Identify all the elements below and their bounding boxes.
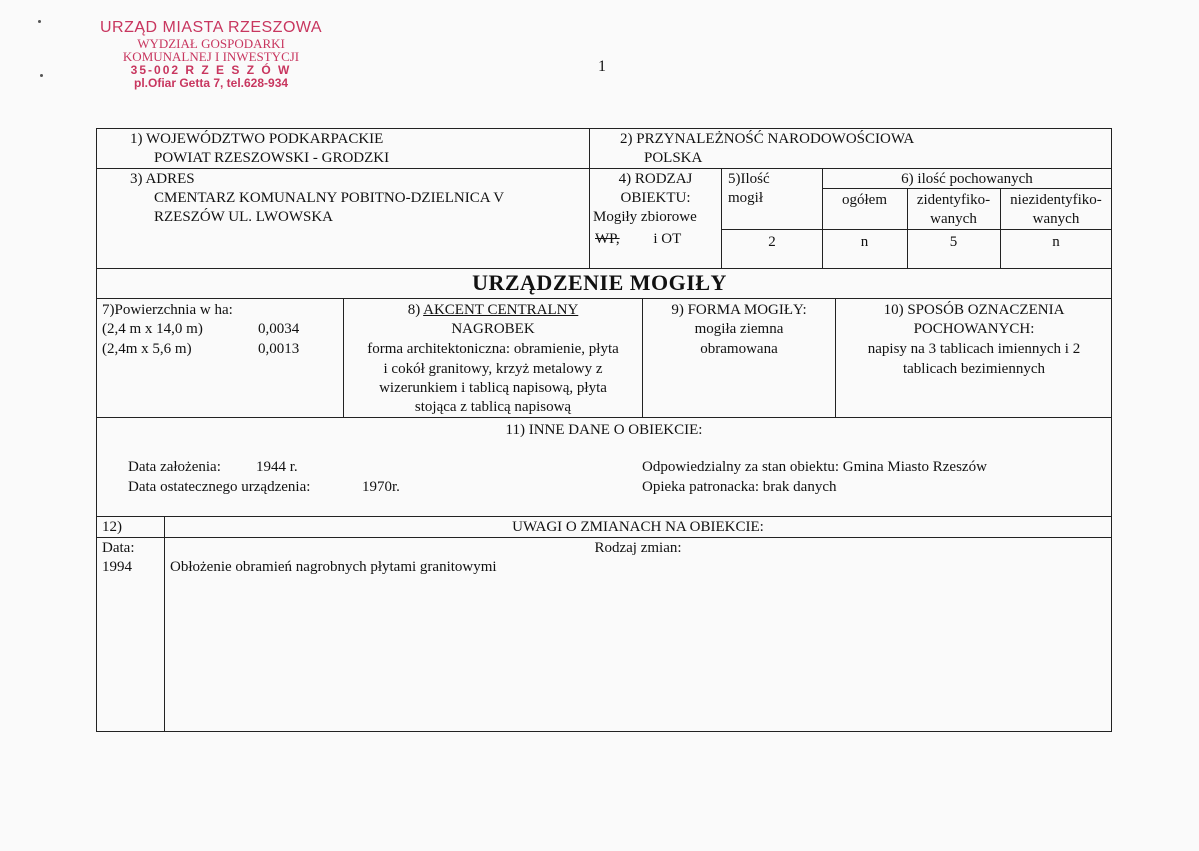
stamp-line-2: WYDZIAŁ GOSPODARKI (137, 35, 285, 51)
section-2 (620, 130, 914, 148)
rule (96, 168, 1112, 169)
changes-title: UWAGI O ZMIANACH NA OBIEKCIE: (512, 519, 764, 535)
section-3-number: 3) (130, 171, 143, 187)
rule (96, 417, 1112, 418)
buried-identified-label-2: wanych (930, 211, 977, 227)
rule (822, 188, 1112, 189)
grave-form-label: 9) FORMA MOGIŁY: (671, 302, 807, 318)
buried-total-value: n (860, 234, 869, 250)
nationality-label: PRZYNALEŻNOŚĆ NARODOWOŚCIOWA (636, 131, 915, 147)
object-type-extra (595, 230, 681, 248)
rule (96, 298, 1112, 299)
rule (96, 128, 1112, 129)
struck-out-text: WP, (595, 231, 620, 247)
section-1 (130, 130, 383, 148)
grave-form-value-2: obramowana (700, 341, 778, 357)
area-row-2-dimensions: (2,4m x 5,6 m) (102, 341, 192, 357)
voivodeship: WOJEWÓDZTWO PODKARPACKIE (145, 131, 384, 147)
section-1-number: 1) (130, 131, 143, 147)
tombstone-description-2: i cokół granitowy, krzyż metalowy z (383, 361, 603, 377)
rule (96, 268, 1112, 269)
buried-unidentified-label: niezidentyfiko- (1010, 192, 1102, 208)
rule (96, 516, 1112, 517)
patronage: Opieka patronacka: brak danych (642, 479, 837, 495)
marking-method-label: 10) SPOSÓB OZNACZENIA (883, 302, 1065, 318)
address-label: ADRES (145, 171, 195, 187)
stamp-line-5: pl.Ofiar Getta 7, tel.628-934 (133, 75, 289, 90)
tombstone-description-4: stojąca z tablicą napisową (414, 399, 572, 415)
scan-speck (38, 20, 41, 23)
buried-count-header: 6) ilość pochowanych (901, 171, 1033, 187)
responsible-party: Odpowiedzialny za stan obiektu: Gmina Miasto Rzeszów (642, 459, 987, 475)
central-accent-label: AKCENT CENTRALNY (423, 302, 579, 318)
section-3 (130, 170, 195, 188)
address-line-1: CMENTARZ KOMUNALNY POBITNO-DZIELNICA V (154, 190, 505, 206)
object-type-value: Mogiły zbiorowe (593, 209, 697, 225)
grave-arrangement-heading: URZĄDZENIE MOGIŁY (472, 270, 727, 295)
buried-unidentified-label-2: wanych (1032, 211, 1080, 227)
changes-type-label: Rodzaj zmian: (594, 540, 682, 556)
change-date: 1994 (102, 559, 132, 575)
other-data-title: 11) INNE DANE O OBIEKCIE: (505, 422, 703, 438)
area-row-1-dimensions: (2,4 m x 14,0 m) (102, 321, 203, 337)
area-row-1-value: 0,0034 (258, 321, 300, 337)
buried-total-label: ogółem (842, 192, 887, 208)
grave-form-value-1: mogiła ziemna (694, 321, 784, 337)
changes-date-label: Data: (102, 540, 135, 556)
tombstone-description-3: wizerunkiem i tablicą napisową, płyta (379, 380, 607, 396)
address-line-2: RZESZÓW UL. LWOWSKA (154, 209, 334, 225)
section-8-number: 8) (407, 302, 421, 318)
office-stamp (100, 20, 322, 89)
stamp-line-3: KOMUNALNEJ I INWESTYCJI (122, 49, 300, 65)
tombstone-label: NAGROBEK (451, 321, 535, 337)
marking-method-label-2: POCHOWANYCH: (913, 321, 1035, 337)
marking-method-value-2: tablicach bezimiennych (902, 361, 1046, 377)
buried-unidentified-value: n (1052, 234, 1060, 250)
stamp-line-1: URZĄD MIASTA RZESZOWA (100, 19, 323, 36)
area-label: 7)Powierzchnia w ha: (102, 302, 233, 318)
final-arrangement-label: Data ostatecznego urządzenia: (128, 479, 311, 495)
founded-value: 1944 r. (256, 459, 298, 475)
object-type-label: 4) RODZAJ (618, 171, 693, 187)
scan-speck (40, 74, 43, 77)
rule (721, 168, 722, 268)
nationality-value: POLSKA (644, 150, 703, 166)
page-number: 1 (598, 58, 606, 75)
central-accent-title (344, 301, 642, 319)
final-arrangement-value: 1970r. (362, 479, 400, 495)
tombstone-description-1: forma architektoniczna: obramienie, płyta (367, 341, 619, 357)
buried-identified-value: 5 (949, 234, 958, 250)
district: POWIAT RZESZOWSKI - GRODZKI (154, 150, 390, 166)
stamp-line-4: 35-002 R Z E S Z Ó W (130, 63, 292, 78)
graves-count-value: 2 (768, 234, 776, 250)
object-type-label-2: OBIEKTU: (620, 190, 691, 206)
rule (96, 537, 1112, 538)
section-12-number: 12) (102, 519, 122, 535)
change-description: Obłożenie obramień nagrobnych płytami granitowymi (170, 559, 497, 575)
rule (721, 229, 1112, 230)
area-row-2-value: 0,0013 (258, 341, 300, 357)
buried-identified-label: zidentyfiko- (916, 192, 991, 208)
founded-label: Data założenia: (128, 459, 221, 475)
object-type-extra-value: i OT (653, 231, 682, 247)
marking-method-value-1: napisy na 3 tablicach imiennych i 2 (867, 341, 1081, 357)
graves-count-label-2: mogił (728, 190, 764, 206)
graves-count-label: 5)Ilość (728, 171, 770, 187)
section-2-number: 2) (620, 131, 633, 147)
